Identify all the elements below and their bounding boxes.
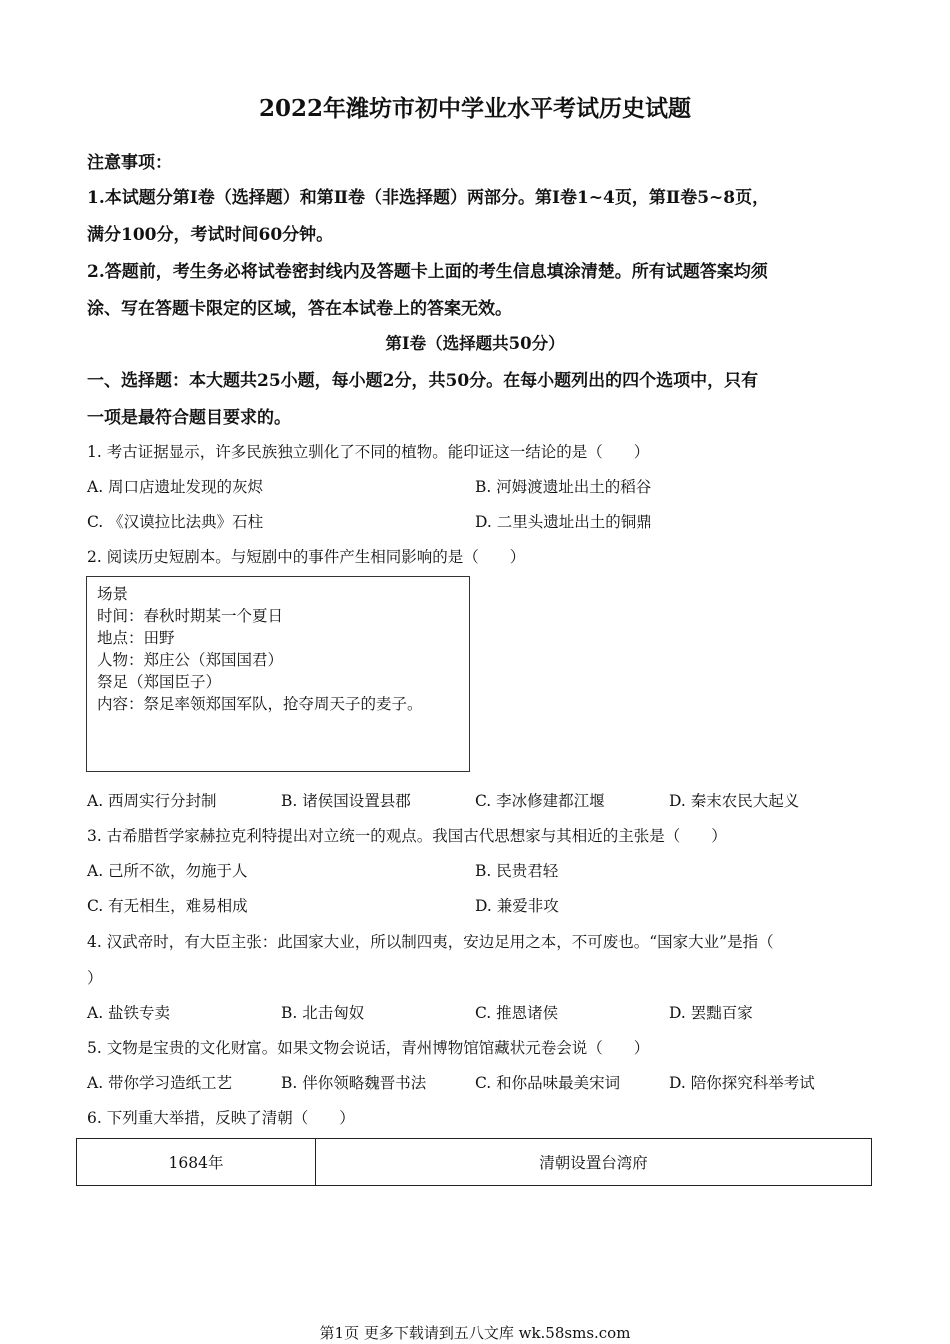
scene-line: 地点：田野: [97, 629, 175, 647]
scene-line: 时间：春秋时期某一个夏日: [97, 607, 284, 625]
q4-option-b: B. 北击匈奴: [281, 1004, 365, 1022]
notice-heading: 注意事项：: [87, 153, 172, 173]
q5-option-a: A. 带你学习造纸工艺: [87, 1074, 233, 1092]
q4-option-c: C. 推恩诸侯: [475, 1004, 559, 1022]
q3-option-c: C. 有无相生，难易相成: [87, 897, 248, 915]
q5-option-b: B. 伴你领略魏晋书法: [281, 1074, 427, 1092]
q6-year-cell: 1684年: [77, 1139, 316, 1186]
table-row: [77, 1139, 872, 1186]
q4-stem-continuation: ）: [87, 969, 103, 987]
notice-item2-line1: 2.答题前，考生务必将试卷密封线内及答题卡上面的考生信息填涂清楚。所有试题答案均须: [87, 262, 768, 282]
q4-option-a: A. 盐铁专卖: [87, 1004, 171, 1022]
q1-option-b: B. 河姆渡遗址出土的稻谷: [475, 478, 652, 496]
q6-event-cell: 清朝设置台湾府: [316, 1139, 872, 1186]
q4-option-d: D. 罢黜百家: [669, 1004, 753, 1022]
q6-stem: 6. 下列重大举措，反映了清朝（ ）: [87, 1109, 355, 1127]
page-footer: 第1页 更多下载请到五八文库 wk.58sms.com: [319, 1324, 631, 1342]
q2-scene-box: [86, 576, 470, 772]
q5-option-d: D. 陪你探究科举考试: [669, 1074, 815, 1092]
q2-option-b: B. 诸侯国设置县郡: [281, 792, 411, 810]
section-title: 第Ⅰ卷（选择题共50分）: [385, 334, 565, 353]
scene-line: 祭足（郑国臣子）: [97, 673, 222, 691]
section-intro-line1: 一、选择题：本大题共25小题，每小题2分，共50分。在每小题列出的四个选项中，只有: [87, 371, 759, 391]
scene-line: 内容：祭足率领郑国军队，抢夺周天子的麦子。: [97, 695, 423, 713]
page-title: 2022年潍坊市初中学业水平考试历史试题: [258, 95, 691, 122]
q4-stem: 4. 汉武帝时，有大臣主张：此国家大业，所以制四夷，安边足用之本，不可废也。“国家大业”是指（: [87, 933, 774, 951]
q3-option-a: A. 己所不欲，勿施于人: [87, 862, 248, 880]
q3-option-b: B. 民贵君轻: [475, 862, 559, 880]
q1-option-d: D. 二里头遗址出土的铜鼎: [475, 513, 652, 531]
q3-option-d: D. 兼爱非攻: [475, 897, 559, 915]
q3-stem: 3. 古希腊哲学家赫拉克利特提出对立统一的观点。我国古代思想家与其相近的主张是（ ）: [87, 827, 727, 845]
scene-line: 人物：郑庄公（郑国国君）: [97, 651, 284, 669]
notice-item1-line1: 1.本试题分第Ⅰ卷（选择题）和第Ⅱ卷（非选择题）两部分。第Ⅰ卷1~4页，第Ⅱ卷5~8页，: [87, 188, 770, 208]
q1-stem: 1. 考古证据显示，许多民族独立驯化了不同的植物。能印证这一结论的是（ ）: [87, 443, 650, 461]
notice-item2-line2: 涂、写在答题卡限定的区域，答在本试卷上的答案无效。: [87, 299, 512, 319]
q5-stem: 5. 文物是宝贵的文化财富。如果文物会说话，青州博物馆馆藏状元卷会说（ ）: [87, 1039, 650, 1057]
q6-table: [76, 1138, 872, 1186]
q2-option-c: C. 李冰修建都江堰: [475, 792, 605, 810]
q1-option-c: C. 《汉谟拉比法典》石柱: [87, 513, 264, 531]
scene-line: 场景: [97, 585, 129, 603]
q5-option-c: C. 和你品味最美宋词: [475, 1074, 621, 1092]
q2-stem: 2. 阅读历史短剧本。与短剧中的事件产生相同影响的是（ ）: [87, 548, 526, 566]
notice-item1-line2: 满分100分，考试时间60分钟。: [87, 225, 334, 245]
section-intro-line2: 一项是最符合题目要求的。: [87, 408, 291, 428]
q1-option-a: A. 周口店遗址发现的灰烬: [87, 478, 264, 496]
q2-option-a: A. 西周实行分封制: [87, 792, 217, 810]
q2-option-d: D. 秦末农民大起义: [669, 792, 800, 810]
